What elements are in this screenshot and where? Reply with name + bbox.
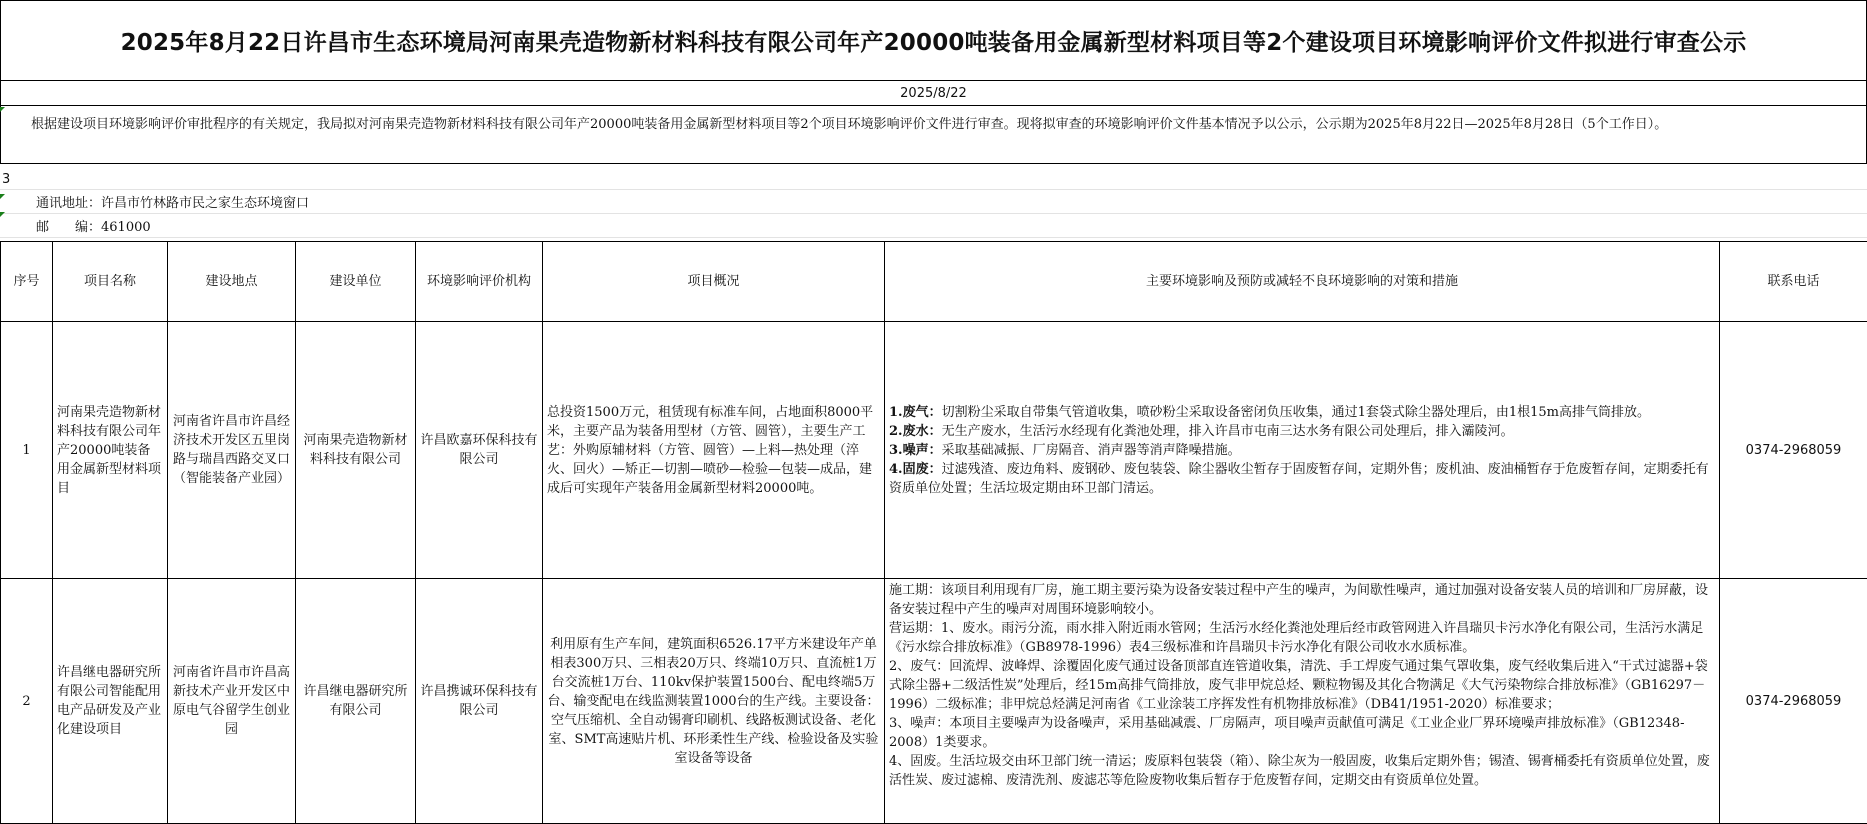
measures-cell — [885, 322, 1720, 579]
eia-agency: 许昌欧嘉环保科技有限公司 — [416, 322, 543, 579]
measure-text: 无生产废水，生活污水经现有化粪池处理，排入许昌市屯南三达水务有限公司处理后，排入灞陵河。 — [942, 424, 1514, 439]
header-location: 建设地点 — [168, 242, 296, 322]
projects-table — [0, 241, 1867, 824]
measures-cell — [885, 579, 1720, 824]
project-overview: 利用原有生产车间，建筑面积6526.17平方米建设年产单相表300万只、三相表20万只、终端10万只、直流桩1万台交流桩1万台、110kv保护装置1500台、配电终端5万台、输变配电在线监测装置1000台的生产线。主要设备：空气压缩机、全自动锡膏印刷机、线路板测试设备、老化室、SMT高速贴片机、环形柔性生产线、检验设备及实验室设备等设备 — [543, 579, 885, 824]
header-unit: 建设单位 — [296, 242, 416, 322]
measure-item — [889, 403, 1715, 422]
contact-phone: 0374-2968059 — [1720, 322, 1867, 579]
measure-item — [889, 422, 1715, 441]
intro-paragraph: 根据建设项目环境影响评价审批程序的有关规定，我局拟对河南果壳造物新材料科技有限公司年产20000吨装备用金属新型材料项目等2个项目环境影响评价文件进行审查。现将拟审查的环境影响评价文件基本情况予以公示，公示期为2025年8月22日—2025年8月28日（5个工作日）。 — [0, 106, 1867, 164]
header-phone: 联系电话 — [1720, 242, 1867, 322]
measure-item — [889, 657, 1715, 714]
address-line: 通讯地址：许昌市竹林路市民之家生态环境窗口 — [0, 194, 1867, 214]
measure-key: 1.废气： — [889, 405, 942, 420]
header-name: 项目名称 — [53, 242, 168, 322]
measure-text: 采取基础减振、厂房隔音、消声器等消声降噪措施。 — [942, 443, 1241, 458]
header-measures: 主要环境影响及预防或减轻不良环境影响的对策和措施 — [885, 242, 1720, 322]
measure-text: 施工期：该项目利用现有厂房，施工期主要污染为设备安装过程中产生的噪声，为间歇性噪声，通过加强对设备安装人员的培训和厂房屏蔽，设备安装过程中产生的噪声对周围环境影响较小。 — [889, 583, 1708, 617]
title-box — [0, 0, 1867, 81]
measure-key: 2.废水： — [889, 424, 942, 439]
measure-key: 4.固废： — [889, 462, 942, 477]
project-name: 河南果壳造物新材料科技有限公司年产20000吨装备用金属新型材料项目 — [53, 322, 168, 579]
cell-note-marker — [0, 107, 5, 112]
measure-text: 3、噪声：本项目主要噪声为设备噪声，采用基础减震、厂房隔声，项目噪声贡献值可满足《工业企业厂界环境噪声排放标准》（GB12348-2008）1类要求。 — [889, 716, 1684, 750]
header-overview: 项目概况 — [543, 242, 885, 322]
header-agency: 环境影响评价机构 — [416, 242, 543, 322]
measure-item — [889, 460, 1715, 498]
measure-text: 过滤残渣、废边角料、废钢砂、废包装袋、除尘器收尘暂存于固废暂存间，定期外售；废机油、废油桶暂存于危废暂存间，定期委托有资质单位处置；生活垃圾定期由环卫部门清运。 — [889, 462, 1709, 496]
measure-item — [889, 581, 1715, 619]
project-location: 河南省许昌市许昌高新技术产业开发区中原电气谷留学生创业园 — [168, 579, 296, 824]
measure-text: 2、废气：回流焊、波峰焊、涂覆固化废气通过设备顶部直连管道收集，清洗、手工焊废气通过集气罩收集，废气经收集后进入“干式过滤器+袋式除尘器+二级活性炭”处理后，经15m高排气筒排放，废气非甲烷总烃、颗粒物锡及其化合物满足《大气污染物综合排放标准》（GB16297－1996）二级标准；非甲烷总烃满足河南省《工业涂装工序挥发性有机物排放标准》（DB41/1951-2020）标准要求； — [889, 659, 1708, 712]
construction-unit: 许昌继电器研究所有限公司 — [296, 579, 416, 824]
project-name: 许昌继电器研究所有限公司智能配用电产品研发及产业化建设项目 — [53, 579, 168, 824]
table-row — [1, 579, 1867, 824]
header-no: 序号 — [1, 242, 53, 322]
measure-text: 切割粉尘采取自带集气管道收集，喷砂粉尘采取设备密闭负压收集，通过1套袋式除尘器处理后，由1根15m高排气筒排放。 — [942, 405, 1650, 420]
eia-agency: 许昌携诚环保科技有限公司 — [416, 579, 543, 824]
publish-date: 2025/8/22 — [0, 81, 1867, 106]
table-header-row — [1, 242, 1867, 322]
measure-item — [889, 619, 1715, 657]
contact-phone: 0374-2968059 — [1720, 579, 1867, 824]
measure-item — [889, 752, 1715, 790]
project-location: 河南省许昌市许昌经济技术开发区五里岗路与瑞昌西路交叉口（智能装备产业园） — [168, 322, 296, 579]
table-row — [1, 322, 1867, 579]
measure-item — [889, 714, 1715, 752]
zip-line: 邮 编：461000 — [0, 218, 1867, 238]
measure-text: 营运期：1、废水。雨污分流，雨水排入附近雨水管网；生活污水经化粪池处理后经市政管网进入许昌瑞贝卡污水净化有限公司，生活污水满足《污水综合排放标准》（GB8978-1996）表4三级标准和许昌瑞贝卡污水净化有限公司收水水质标准。 — [889, 621, 1703, 655]
row-no: 1 — [1, 322, 53, 579]
cell-note-marker — [0, 212, 5, 217]
construction-unit: 河南果壳造物新材料科技有限公司 — [296, 322, 416, 579]
cell-note-marker — [0, 194, 5, 199]
measure-text: 4、固废。生活垃圾交由环卫部门统一清运；废原料包装袋（箱）、除尘灰为一般固废，收集后定期外售；锡渣、锡膏桶委托有资质单位处置，废活性炭、废过滤棉、废清洗剂、废滤芯等危险废物收集后暂存于危废暂存间，定期交由有资质单位处置。 — [889, 754, 1710, 788]
row-no: 2 — [1, 579, 53, 824]
count-cell: 3 — [0, 170, 1867, 190]
measure-key: 3.噪声： — [889, 443, 942, 458]
page-title: 2025年8月22日许昌市生态环境局河南果壳造物新材料科技有限公司年产20000吨装备用金属新型材料项目等2个建设项目环境影响评价文件拟进行审查公示 — [121, 24, 1747, 57]
measure-item — [889, 441, 1715, 460]
project-overview: 总投资1500万元，租赁现有标准车间，占地面积8000平米，主要产品为装备用型材（方管、圆管），主要生产工艺：外购原辅材料（方管、圆管）—上料—热处理（淬火、回火）—矫正—切割—喷砂—检验—包装—成品，建成后可实现年产装备用金属新型材料20000吨。 — [543, 322, 885, 579]
